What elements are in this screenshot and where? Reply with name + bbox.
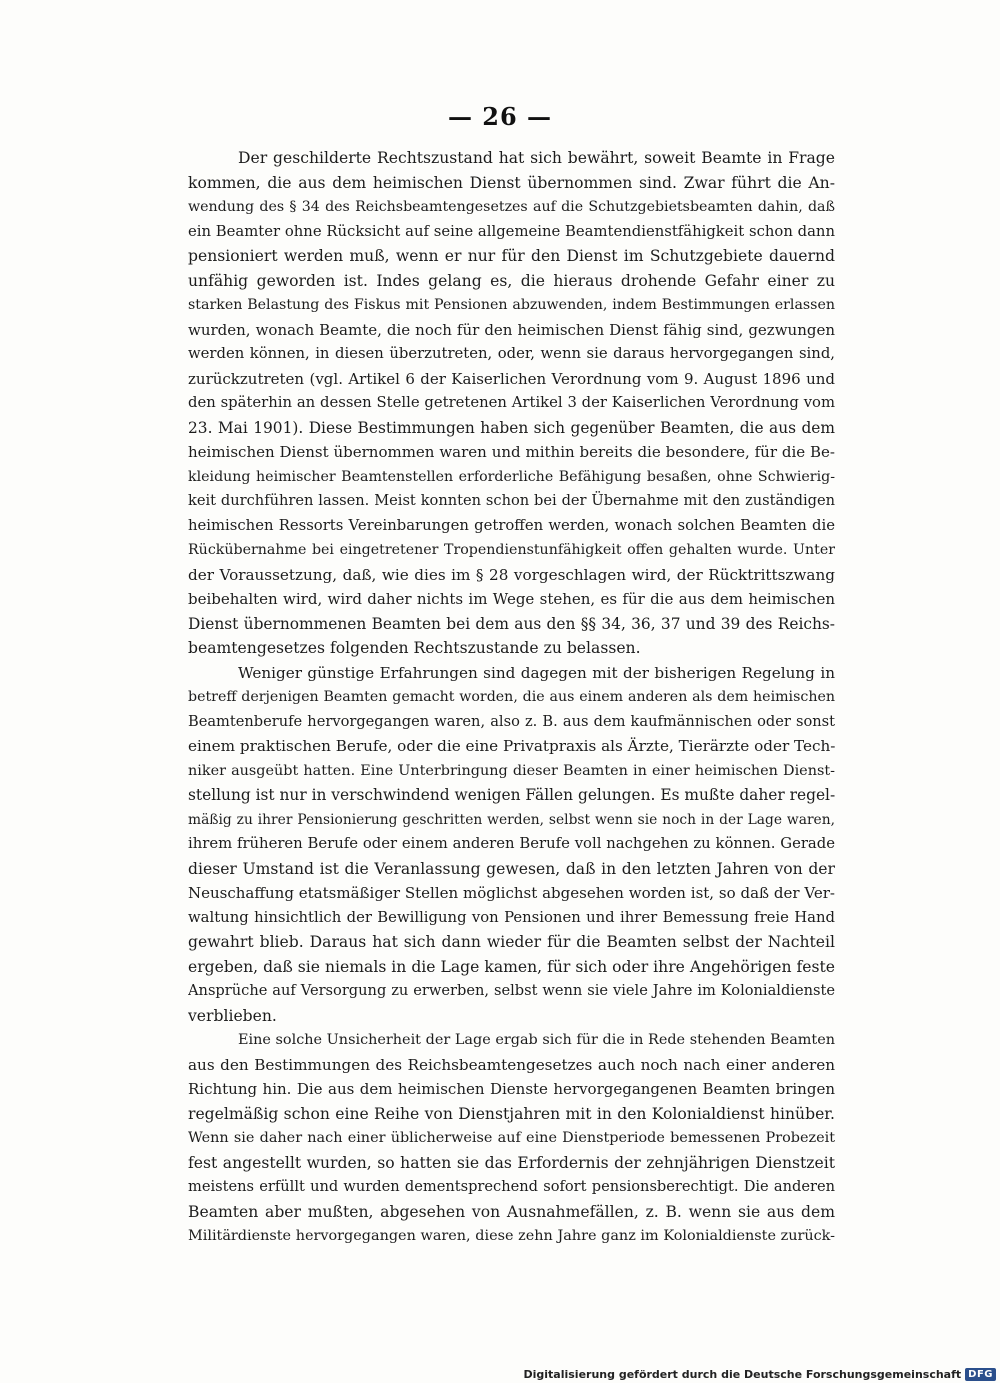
body-text xyxy=(188,146,835,1249)
text-line: heimischen Ressorts Vereinbarungen getroffen werden, wonach solchen Beamten die xyxy=(188,516,835,534)
text-line: gewahrt blieb. Daraus hat sich dann wieder für die Beamten selbst der Nachteil xyxy=(188,933,835,951)
text-line: kleidung heimischer Beamtenstellen erforderliche Befähigung besaßen, ohne Schwierig- xyxy=(188,468,835,485)
text-line: ein Beamter ohne Rücksicht auf seine allgemeine Beamtendienstfähigkeit schon dann xyxy=(188,222,835,240)
text-line: beamtengesetzes folgenden Rechtszustande zu belassen. xyxy=(188,639,641,657)
text-line: fest angestellt wurden, so hatten sie das Erfordernis der zehnjährigen Dienstzeit xyxy=(188,1153,835,1172)
text-line: regelmäßig schon eine Reihe von Dienstjahren mit in den Kolonialdienst hinüber. xyxy=(188,1104,835,1123)
text-line: der Voraussetzung, daß, wie dies im § 28 vorgeschlagen wird, der Rücktrittszwang xyxy=(188,565,835,584)
page-number: — 26 — xyxy=(447,102,553,131)
text-line: Weniger günstige Erfahrungen sind dagegen mit der bisherigen Regelung in xyxy=(238,663,835,682)
text-line: den späterhin an dessen Stelle getretenen Artikel 3 der Kaiserlichen Verordnung vom xyxy=(188,394,835,411)
text-line: betreff derjenigen Beamten gemacht worden, die aus einem anderen als dem heimischen xyxy=(188,689,835,705)
credit-text: Digitalisierung gefördert durch die Deutsche Forschungsgemeinschaft xyxy=(523,1368,962,1381)
dfg-logo: DFG xyxy=(965,1368,996,1381)
text-line: ergeben, daß sie niemals in die Lage kamen, für sich oder ihre Angehörigen feste xyxy=(188,957,835,976)
text-line: Rückübernahme bei eingetretener Tropendienstunfähigkeit offen gehalten wurde. Unter xyxy=(188,542,835,558)
text-line: starken Belastung des Fiskus mit Pensionen abzuwenden, indem Bestimmungen erlassen xyxy=(188,297,835,313)
text-line: wendung des § 34 des Reichsbeamtengesetzes auf die Schutzgebietsbeamten dahin, daß xyxy=(188,199,835,215)
text-line: keit durchführen lassen. Meist konnten schon bei der Übernahme mit den zuständigen xyxy=(188,492,835,509)
text-line: unfähig geworden ist. Indes gelang es, die hieraus drohende Gefahr einer zu xyxy=(188,271,835,290)
text-line: einem praktischen Berufe, oder die eine Privatpraxis als Ärzte, Tierärzte oder Tech- xyxy=(188,737,835,755)
text-line: Eine solche Unsicherheit der Lage ergab sich für die in Rede stehenden Beamten xyxy=(238,1032,835,1048)
text-line: mäßig zu ihrer Pensionierung geschritten werden, selbst wenn sie noch in der Lage waren, xyxy=(188,811,835,828)
text-line: werden können, in diesen überzutreten, oder, wenn sie daraus hervorgegangen sind, xyxy=(188,345,835,362)
text-line: kommen, die aus dem heimischen Dienst übernommen sind. Zwar führt die An- xyxy=(188,173,835,192)
text-line: heimischen Dienst übernommen waren und mithin bereits die besondere, für die Be- xyxy=(188,443,835,461)
text-line: niker ausgeübt hatten. Eine Unterbringung dieser Beamten in einer heimischen Dienst- xyxy=(188,762,835,779)
text-line: zurückzutreten (vgl. Artikel 6 der Kaiserlichen Verordnung vom 9. August 1896 und xyxy=(188,369,835,388)
text-line: Ansprüche auf Versorgung zu erwerben, selbst wenn sie viele Jahre im Kolonialdienste xyxy=(188,982,835,999)
text-line: Der geschilderte Rechtszustand hat sich bewährt, soweit Beamte in Frage xyxy=(238,149,835,167)
text-line: aus den Bestimmungen des Reichsbeamtengesetzes auch noch nach einer anderen xyxy=(188,1055,835,1074)
digitization-credit xyxy=(523,1368,996,1381)
text-line: Beamten aber mußten, abgesehen von Ausnahmefällen, z. B. wenn sie aus dem xyxy=(188,1202,835,1221)
text-line: 23. Mai 1901). Diese Bestimmungen haben sich gegenüber Beamten, die aus dem xyxy=(188,418,835,437)
text-line: stellung ist nur in verschwindend wenigen Fällen gelungen. Es mußte daher regel- xyxy=(188,786,835,804)
text-line: pensioniert werden muß, wenn er nur für den Dienst im Schutzgebiete dauernd xyxy=(188,247,835,265)
text-line: Wenn sie daher nach einer üblicherweise auf eine Dienstperiode bemessenen Probezeit xyxy=(188,1130,835,1146)
text-line: Richtung hin. Die aus dem heimischen Dienste hervorgegangenen Beamten bringen xyxy=(188,1080,835,1098)
text-line: wurden, wonach Beamte, die noch für den heimischen Dienst fähig sind, gezwungen xyxy=(188,320,835,339)
text-line: Neuschaffung etatsmäßiger Stellen möglichst abgesehen worden ist, so daß der Ver- xyxy=(188,884,835,902)
text-line: Beamtenberufe hervorgegangen waren, also z. B. aus dem kaufmännischen oder sonst xyxy=(188,712,835,730)
text-line: Dienst übernommenen Beamten bei dem aus den §§ 34, 36, 37 und 39 des Reichs- xyxy=(188,614,835,633)
text-line: verblieben. xyxy=(188,1006,277,1025)
text-line: Militärdienste hervorgegangen waren, diese zehn Jahre ganz im Kolonialdienste zurück- xyxy=(188,1228,835,1244)
text-line: waltung hinsichtlich der Bewilligung von Pensionen und ihrer Bemessung freie Hand xyxy=(188,908,835,926)
text-line: meistens erfüllt und wurden dementsprechend sofort pensionsberechtigt. Die anderen xyxy=(188,1178,835,1195)
text-line: ihrem früheren Berufe oder einem anderen Berufe voll nachgehen zu können. Gerade xyxy=(188,835,835,852)
text-line: dieser Umstand ist die Veranlassung gewesen, daß in den letzten Jahren von der xyxy=(188,859,835,878)
text-line: beibehalten wird, wird daher nichts im Wege stehen, es für die aus dem heimischen xyxy=(188,590,835,608)
